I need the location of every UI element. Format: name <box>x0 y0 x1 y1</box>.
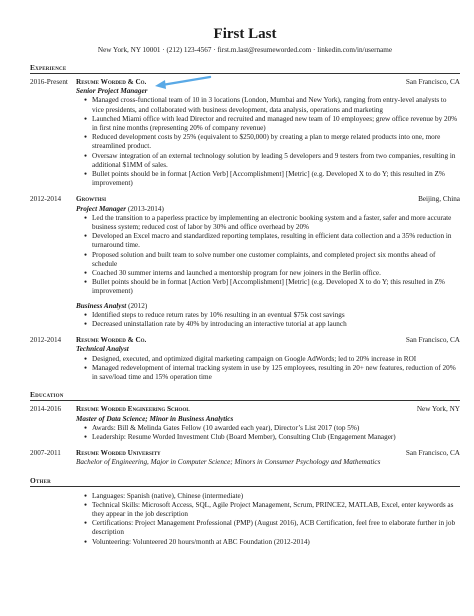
list-item: ● Bullet points should be in format [Action Verb] [Accomplishment] [Metric] (e.g. Developed X to do Y; this resulted in Z% improvement) <box>92 278 460 296</box>
job-role: Senior Project Manager <box>76 87 148 96</box>
job-subrole: Business Analyst (2012) <box>76 301 148 310</box>
job-dates: 2012-2014 <box>30 336 62 345</box>
other-heading: Other <box>30 476 460 487</box>
list-item: ● Awards: Bill & Melinda Gates Fellow (10 awarded each year), Director’s List 2017 (top 5%) <box>92 424 460 433</box>
school-name: Resume Worded Engineering School <box>76 405 190 414</box>
list-item: ● Proposed solution and built team to solve number one customer complaints, and completed project six months ahead of schedule <box>92 251 460 269</box>
education-entry <box>30 449 460 467</box>
education-section <box>30 390 460 467</box>
subrole-bullets <box>30 311 460 329</box>
job-role: Project Manager (2013-2014) <box>76 204 164 213</box>
education-dates: 2007-2011 <box>30 449 61 458</box>
list-item: ● Certifications: Project Management Professional (PMP) (August 2016), ACB Certification, feel free to elaborate further in job description <box>92 519 460 537</box>
list-item: ● Decreased uninstallation rate by 40% by introducing an interactive tutorial at app launch <box>92 320 460 329</box>
list-item: ● Identified steps to reduce return rates by 10% resulting in an eventual $75k cost savings <box>92 311 460 320</box>
education-heading: Education <box>30 390 460 401</box>
degree: Master of Data Science; Minor in Business Analytics <box>76 414 234 423</box>
job-company: Resume Worded & Co. <box>76 78 147 86</box>
list-item: ● Technical Skills: Microsoft Access, SQL, Agile Project Management, Scrum, PRINCE2, MATLAB, Excel, enter keywords as they appear in the job description <box>92 501 460 519</box>
list-item: ● Launched Miami office with lead Director and recruited and managed new team of 10 employees; grew office revenue by 20% in first nine months (representing 20% of company revenue) <box>92 115 460 133</box>
job-bullets <box>30 214 460 297</box>
school-location: San Francisco, CA <box>405 449 460 458</box>
list-item: ● Managed redevelopment of internal tracking system in use by 125 employees, resulting in 20+ new features, reduction of 20% in save/load time and 15% operation time <box>92 364 460 382</box>
list-item: ● Volunteering: Volunteered 20 hours/month at ABC Foundation (2012-2014) <box>92 538 460 547</box>
list-item: ● Leadership: Resume Worded Investment Club (Board Member), Consulting Club (Engagement Manager) <box>92 433 460 442</box>
job-company: Growthsi <box>76 195 107 204</box>
job-location: San Francisco, CA <box>405 336 460 345</box>
job-dates: 2012-2014 <box>30 195 62 204</box>
list-item: ● Led the transition to a paperless practice by implementing an electronic booking system and a faster, safer and more accurate business system; reduced cost of labor by 30% and office overhead by 20% <box>92 214 460 232</box>
job-bullets <box>30 355 460 383</box>
school-location: New York, NY <box>416 405 460 414</box>
candidate-name: First Last <box>213 26 277 42</box>
list-item: ● Oversaw integration of an external technology solution by leading 5 developers and 9 testers from two companies, resulting in additional $1MM of sales. <box>92 152 460 170</box>
contact-line: New York, NY 10001 · (212) 123-4567 · first.m.last@resumeworded.com · linkedin.com/in/username <box>97 46 393 54</box>
job-role: Technical Analyst <box>76 345 129 354</box>
arrow-left-icon <box>154 74 212 90</box>
degree: Bachelor of Engineering, Major in Computer Science; Minors in Consumer Psychology and Mathematics <box>76 458 381 467</box>
job-bullets <box>30 96 460 188</box>
other-bullets <box>30 492 460 547</box>
job-location: San Francisco, CA <box>405 78 460 86</box>
school-name: Resume Worded University <box>76 449 161 458</box>
list-item: ● Reduced development costs by 25% (equivalent to $250,000) by creating a plan to merge related products into one, more streamlined product. <box>92 133 460 151</box>
job-entry <box>30 78 460 188</box>
education-entry <box>30 405 460 442</box>
list-item: ● Designed, executed, and optimized digital marketing campaign on Google AdWords; led to 20% increase in ROI <box>92 355 460 364</box>
list-item: ● Developed an Excel macro and standardized reporting templates, resulting in efficient data collection and a 35% reduction in turnaround time. <box>92 232 460 250</box>
job-company: Resume Worded & Co. <box>76 336 147 345</box>
education-bullets <box>30 424 460 442</box>
experience-section <box>30 63 460 382</box>
job-entry <box>30 336 460 382</box>
education-dates: 2014-2016 <box>30 405 62 414</box>
other-section <box>30 476 460 547</box>
experience-heading: Experience <box>30 63 460 74</box>
list-item: ● Coached 30 summer interns and launched a mentorship program for new joiners in the Berlin office. <box>92 269 460 278</box>
job-entry <box>30 195 460 329</box>
list-item: ● Languages: Spanish (native), Chinese (intermediate) <box>92 492 460 501</box>
list-item: ● Bullet points should be in format [Action Verb] [Accomplishment] [Metric] (e.g. Developed X to do Y; this resulted in Z% improvement) <box>92 170 460 188</box>
list-item: ● Managed cross-functional team of 10 in 3 locations (London, Mumbai and New York), ranging from entry-level analysts to vice presidents, and collaborated with business development, data analysis, operations and marketing <box>92 96 460 114</box>
job-dates: 2016-Present <box>30 78 68 86</box>
job-location: Beijing, China <box>418 195 460 204</box>
